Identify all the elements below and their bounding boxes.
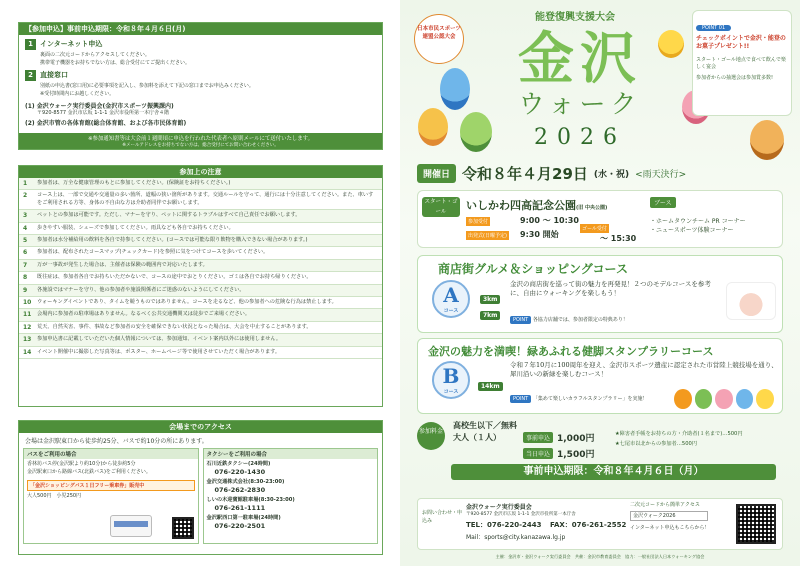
note-text: ウォーキングイベントであり、タイムを競うものではありません。コースを走るなど、他の参加者への危険な行為は禁止します。 xyxy=(37,299,337,306)
stamp-figures xyxy=(674,389,774,409)
item2-text: 別紙の申込書(窓口用)に必要事項を記入し、参加料を添えて下記の窓口までお申込みください。 ※受付時間内にお越しください。 xyxy=(40,83,254,97)
note-number: 12 xyxy=(23,323,32,331)
item1-text: 裏面の二次元コードからアクセスしてください。 携帯電子機器をお持ちでない方は、総合受付にてご提出ください。 xyxy=(40,52,190,66)
course-b-point-text: 「集めて楽しいカラフルスタンプラリー」を実施！ xyxy=(532,396,648,402)
course-a-point-tag: POINT xyxy=(510,316,531,324)
note-row xyxy=(19,272,382,284)
taxi-tel[interactable]: 076-220-1430 xyxy=(214,468,266,476)
fee-adult: 大人（１人） xyxy=(453,433,501,442)
point-label: POINT 01 xyxy=(696,25,731,31)
note-text: 参加者は、配布されたコースマップ(チェックカード)を参照に気をつけてコースを歩いてください。 xyxy=(37,249,269,256)
note-number: 11 xyxy=(23,311,32,319)
org1-address: 〒920-8577 金沢市広坂 1-1-1 金沢市役所第一本庁舎４階 xyxy=(37,110,169,116)
venue-sub: (旧 中央公園) xyxy=(576,205,608,211)
contact-tel[interactable]: TEL：076-220-2443 xyxy=(466,521,542,529)
course-a-km1-text: 3km xyxy=(480,295,500,304)
note-number: 5 xyxy=(23,237,28,245)
note-row xyxy=(19,347,382,359)
note-row xyxy=(19,309,382,321)
course-b-desc: 令和７年10月に100周年を迎え、金沢市スポーツ遺産に認定された市営陸上競技場を通り、犀川沿いの新緑を楽しむコース！ xyxy=(510,361,778,378)
taxi-name: 金沢駅西口第一駐車場(24時間) xyxy=(206,515,281,521)
note-number: 9 xyxy=(23,286,28,294)
note-text: ペットとの参加は可能です。ただし、マナーを守り、ペットに関するトラブルはすべて自己責任でお願いします。 xyxy=(37,212,301,219)
fee-box xyxy=(417,418,783,496)
note-number: 13 xyxy=(23,336,32,344)
fee-pre-label: 事前申込 xyxy=(523,432,553,443)
venue-name xyxy=(466,197,607,213)
sub-badge-text: 日本市民スポーツ連盟公認大会 xyxy=(417,26,461,40)
contact-box xyxy=(417,498,783,550)
course-a-km2-text: 7km xyxy=(480,311,500,320)
note-row xyxy=(19,297,382,309)
note-row xyxy=(19,190,382,210)
taxi-name: 石川近鉄タクシー(24時間) xyxy=(206,461,271,467)
point3-text: 参加者からの抽選会は参加賞多数! xyxy=(696,75,774,81)
access-header: 会場までのアクセス xyxy=(19,421,382,433)
fee-day-label: 当日申込 xyxy=(523,448,553,459)
point-text: チェックポイントで金沢・能登のお菓子プレゼント!! xyxy=(696,35,786,50)
venue-box xyxy=(417,190,783,248)
fee-note2: ★七尾市以北からの参加者…500円 xyxy=(615,441,697,447)
access-lead: 会場は金沢駅東口から徒歩約25分、バスで約10分の所にあります。 xyxy=(25,438,208,445)
point2-text: スタート・ゴール地点で食べて飲んで楽しく宴会 xyxy=(696,57,786,70)
bus-text: 香林坊バス停(金沢駅より約10分)から徒歩約5分 金沢駅東口から路線バス(北鉄バス)をご利用ください。 xyxy=(27,461,151,475)
taxi-tel[interactable]: 076-220-2501 xyxy=(214,522,266,530)
taxi-list xyxy=(204,459,378,535)
notes-list xyxy=(19,178,382,359)
note-text: 参加者は水分補給用の飲料を各自で持参してください。(コースでは可能な限り飲物を購入できない場合があります。) xyxy=(37,237,308,244)
bus-panel xyxy=(23,448,199,544)
item1-title: インターネット申込 xyxy=(40,40,103,48)
course-a-letter: A xyxy=(443,283,459,307)
booth-label: ブース xyxy=(650,197,676,208)
item2-heading: 2 直接窓口 xyxy=(25,70,376,81)
bus-price: 大人500円 小児250円 xyxy=(27,493,82,499)
note-number: 3 xyxy=(23,212,28,220)
note-row xyxy=(19,334,382,346)
course-a-word: コース xyxy=(443,308,459,314)
cake-image xyxy=(726,282,776,320)
course-a-point-text: 各協力店舗では、参加者限定の特典あり！ xyxy=(532,317,628,323)
notes-header: 参加上の注意 xyxy=(19,166,382,178)
course-b-word: コース xyxy=(443,389,459,395)
item2-title: 直接窓口 xyxy=(40,71,68,79)
fee-pre: 1,000円 xyxy=(557,434,595,444)
note-number: 8 xyxy=(23,274,28,282)
note-row xyxy=(19,235,382,247)
course-b-km-text: 14km xyxy=(478,382,503,391)
ceremony-time: 9:30 開始 xyxy=(520,230,559,239)
note-text: 各施設ではマナーを守り、他の参加者や施設関係者にご迷惑のないようにしてください。 xyxy=(37,286,245,293)
bus-qr-code[interactable] xyxy=(172,517,194,539)
note-text: 荒天、自然災害、事件、事故など参加者の安全を確保できない状況となった場合は、大会を中止することがあります。 xyxy=(37,323,312,330)
mascot-yellow xyxy=(658,30,684,58)
note-number: 4 xyxy=(23,224,28,232)
note-row xyxy=(19,322,382,334)
note-number: 1 xyxy=(23,180,28,187)
bus-banner: 「金沢ショッピングバス１日フリー乗車券」販売中 xyxy=(27,480,195,491)
taxi-header: タクシーをご利用の場合 xyxy=(204,449,378,459)
mascot-blue xyxy=(440,68,470,110)
note-number: 6 xyxy=(23,249,28,257)
qr-code[interactable] xyxy=(736,504,776,544)
date-text: 令和８年４月29日 xyxy=(462,164,588,183)
apply-header: 【参加申込】事前申込期限：令和８年４月６日(月) xyxy=(19,23,382,35)
course-b-title: 金沢の魅力を満喫！緑あふれる健脚スタンプラリーコース xyxy=(428,345,714,358)
course-a-km2 xyxy=(480,302,500,321)
note-number: 14 xyxy=(23,348,32,356)
date-rain: <雨天決行> xyxy=(635,169,687,180)
organizer-top: 能登復興支援大会 xyxy=(535,12,615,23)
apply-note2: ※メールアドレスをお持ちでない方は、総合受付にてお問い合わせください。 xyxy=(122,143,279,148)
note-text: 参加申込書に記載していただいた個人情報については、参加通知、イベント案内以外には使用しません。 xyxy=(37,336,282,343)
taxi-panel xyxy=(203,448,379,544)
item1-heading: 1 インターネット申込 xyxy=(25,39,376,50)
note-row xyxy=(19,260,382,272)
course-a-desc: 金沢の商店街を巡って街の魅力を再発見！２つのモデルコースを参考に、自由にウォーキングを楽しもう！ xyxy=(510,280,711,297)
title-main: 金沢 xyxy=(518,26,642,92)
note-row xyxy=(19,247,382,259)
fee-label: 参加料金 xyxy=(417,422,445,450)
note-row xyxy=(19,285,382,297)
qr-note: インターネット申込もこちらから！ xyxy=(630,525,710,531)
taxi-name: 金沢交通株式会社(8:30-23:00) xyxy=(206,479,285,485)
course-b-badge xyxy=(432,361,470,399)
contact-fax: FAX：076-261-2552 xyxy=(550,521,627,529)
points-box xyxy=(692,10,792,116)
qr-search-box[interactable]: 金沢ウォーク2026 xyxy=(630,511,708,521)
mascot-brown xyxy=(750,120,784,160)
booth-item: ・ホームタウンチーム PR コーナー xyxy=(650,218,746,225)
apply-note: ※参加通知書等は大会前１週間頃に申込を行われた代表者へ原則メールにて送付いたします。 xyxy=(88,136,313,142)
goal-label: ゴール受付 xyxy=(582,226,607,232)
note-text: イベント開催中に撮影した写真等は、ポスター、ホームページ等で使用させていただく場合があります。 xyxy=(37,348,281,355)
note-text: 既往症は、参加者各自でお持ちいただかないで、コースの途中でおとりください。ゴミは各自でお持ち帰りください。 xyxy=(37,274,312,281)
date-day: (水・祝) xyxy=(593,169,630,180)
note-text: 万が一事故が発生した場合は、主催者は保険の範囲内で対応いたします。 xyxy=(37,261,208,268)
footer: 主催：金沢市・金沢ウォーク実行委員会 共催：金沢市教育委員会 協力：一般社団法人日本ウォーキング協会 xyxy=(495,554,705,559)
taxi-tel[interactable]: 076-262-2830 xyxy=(214,486,266,494)
qr-label: 二次元コードから簡単アクセス xyxy=(630,502,700,508)
note-row xyxy=(19,223,382,235)
course-a-title: 商店街グルメ＆ショッピングコース xyxy=(438,262,628,276)
access-box xyxy=(18,420,383,555)
course-a-point xyxy=(510,316,628,324)
sub-badge xyxy=(414,14,464,64)
mascot-orange xyxy=(418,108,448,146)
contact-addr: 〒920-8577 金沢市広坂 1-1-1 金沢市役所第一本庁舎 xyxy=(466,512,576,517)
bus-header: バスをご利用の場合 xyxy=(24,449,198,459)
course-b-letter: B xyxy=(442,364,460,388)
reception-label: 参加受付 xyxy=(468,219,489,225)
course-a-box xyxy=(417,255,783,333)
note-number: 10 xyxy=(23,299,32,307)
note-number: 7 xyxy=(23,261,28,269)
fee-day: 1,500円 xyxy=(557,450,595,460)
application-box xyxy=(18,22,383,150)
contact-label: お問い合わせ・申込み xyxy=(422,510,463,524)
start-label: スタート・ゴール xyxy=(422,197,460,217)
right-page xyxy=(400,0,800,566)
note-text: コース上は、一部で交通や交通量の多い箇所、道幅の狭い箇所があります。交通ルールを守って、通行には十分注意してください。また、車いすをご利用される方等、身体の不自由な方は介助者同伴でお願いします。 xyxy=(37,192,374,206)
date-bar xyxy=(417,162,783,184)
org1: (1) 金沢ウォーク実行委員会(金沢市スポーツ振興課内) xyxy=(25,103,174,110)
taxi-name: しいの木迎賓館駐車場(8:30-23:00) xyxy=(206,497,295,503)
course-a-badge xyxy=(432,280,470,318)
booth-item: ・ニュースポーツ体験コーナー xyxy=(650,227,734,234)
reception-time: 9:00 〜 10:30 xyxy=(520,216,579,225)
taxi-tel[interactable]: 076-261-1111 xyxy=(214,504,266,512)
venue-text: いしかわ四高記念公園 xyxy=(466,199,576,212)
course-b-km xyxy=(478,373,503,392)
mascot-green xyxy=(460,112,492,152)
note-text: 会場内に参加者の駐車場はありません。なるべく公共交通機関又は徒歩でご来場ください。 xyxy=(37,311,251,318)
title-year: 2026 xyxy=(534,125,626,150)
bus-image xyxy=(110,515,152,537)
fee-note1: ★障害者手帳をお持ちの方・介助者(１名まで)…500円 xyxy=(615,431,743,437)
contact-mail[interactable]: Mail：sports@city.kanazawa.lg.jp xyxy=(466,534,566,541)
contact-org: 金沢ウォーク実行委員会 xyxy=(466,504,532,511)
course-b-point-tag: POINT xyxy=(510,395,531,403)
org2: (2) 金沢市管の各体育館(総合体育館、および各市民体育館) xyxy=(25,119,187,127)
fee-hs: 高校生以下／無料 xyxy=(453,421,517,430)
title-sub: ウォーク xyxy=(518,90,642,120)
goal-time: 〜 15:30 xyxy=(600,234,637,243)
course-b-point xyxy=(510,395,647,403)
note-text: 歩きやすい服装、シューズで参加してください。雨具なども各自でお持ちください。 xyxy=(37,224,234,231)
deadline-banner: 事前申込期限：令和８年４月６日（月） xyxy=(451,464,776,480)
note-row xyxy=(19,210,382,222)
note-number: 2 xyxy=(23,192,28,200)
note-row xyxy=(19,178,382,190)
notes-box xyxy=(18,165,383,407)
booth-list xyxy=(650,217,746,235)
course-b-box xyxy=(417,338,783,414)
note-text: 参加者は、万全な健康管理のもとに参加してください。(保険証をお持ちください。) xyxy=(37,180,231,186)
date-label: 開催日 xyxy=(417,164,456,183)
ceremony-label: 出発式(日曜予定) xyxy=(468,233,507,239)
